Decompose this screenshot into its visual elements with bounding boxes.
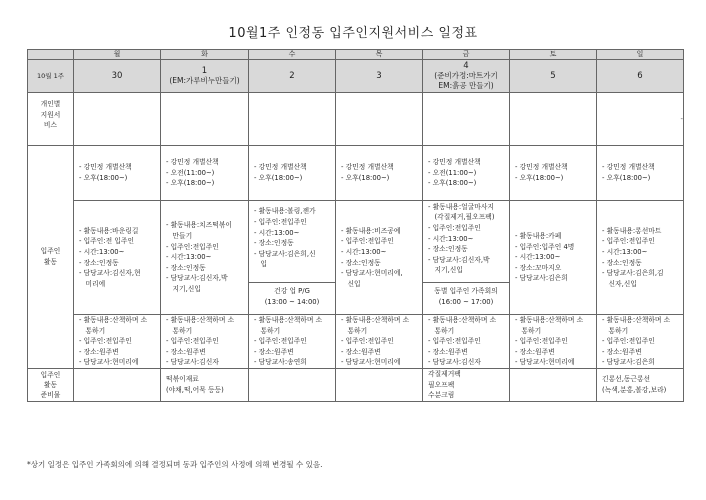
family-meeting-event: [423, 282, 509, 314]
cell-line: - 시간:13:00~: [428, 234, 474, 243]
activity-cell: [161, 201, 249, 315]
day-header: 수: [249, 50, 336, 60]
health-program-event: [249, 282, 335, 314]
cell-line: - 강민정 개별산책: [79, 163, 132, 172]
activity-list: [428, 202, 506, 282]
cell-line: - 오전(11:00~): [428, 168, 477, 177]
row-label-individual: 개인별 지원서 비스: [28, 93, 74, 146]
cell-line: - 장소:원주변: [341, 347, 381, 356]
walk-talk-cell: [423, 315, 510, 369]
cell-line: 지기,신입: [428, 266, 463, 275]
day-header: 월: [74, 50, 161, 60]
cell-line: - 입주인:전입주인: [602, 337, 655, 346]
cell-line: - 시간:13:00~: [341, 247, 387, 256]
cell-line: - 시간:13:00~: [254, 228, 300, 237]
cell-line: (녹색,분홍,볼강,보라): [602, 385, 667, 394]
cell-line: - 오후(18:00~): [79, 174, 128, 182]
date-number: 3: [376, 70, 382, 81]
cell-line: 통하기: [515, 326, 542, 335]
cell-line: - 활동내용:치즈떡볶이: [166, 221, 232, 230]
cell-line: - 입주인:전 입주인: [79, 237, 135, 246]
cell-line: - 시간:13:00~: [166, 253, 212, 262]
cell-line: - 강민정 개별산책: [166, 158, 219, 167]
cell-line: 미리에: [79, 279, 106, 288]
cell-line: 지기,신입: [166, 284, 201, 293]
cell-line: - 활동내용:볼링,젠가: [254, 207, 316, 216]
cell-line: - 장소:원주변: [428, 347, 468, 356]
cell-line: - 장소:원주변: [602, 347, 642, 356]
cell-line: - 활동내용:바운링길: [79, 226, 139, 235]
cell-line: 통하기: [79, 326, 106, 335]
cell-line: - 입주인:전입주인: [254, 337, 307, 346]
cell-line: - 입주인:전입주인: [341, 237, 394, 246]
walk-cell: [74, 146, 161, 201]
row-label-prep: 입주인 활동 준비물: [28, 368, 74, 401]
walk-talk-cell: [74, 315, 161, 369]
cell-line: - 강민정 개별산책: [254, 163, 307, 172]
cell-line: (각질제거,필오프팩): [428, 213, 495, 222]
activity-cell: [249, 201, 336, 315]
cell-line: - 오후(18:00~): [166, 179, 215, 188]
cell-line: - 오후(18:00~): [428, 179, 477, 188]
week-label: 10월 1주: [28, 60, 74, 93]
cell-line: 수분크림: [428, 391, 455, 400]
event-line: 건강 업 P/G: [274, 287, 310, 295]
cell-line: - 장소:인정동: [428, 245, 468, 254]
corner-cell: [28, 50, 74, 60]
cell-line: - 장소:인정동: [341, 258, 381, 267]
cell-line: - 장소:인정동: [602, 258, 642, 267]
cell-line: - 활동내용:산책하며 소: [515, 316, 584, 324]
walk-talk-cell: [597, 315, 684, 369]
cell-line: - 활동내용:산책하며 소: [341, 316, 410, 324]
date-row: [28, 60, 684, 93]
activity-row: [28, 201, 684, 315]
cell-line: - 장소:원주변: [515, 347, 555, 356]
date-number: 30: [111, 70, 123, 81]
date-cell: [597, 60, 684, 93]
cell-line: - 입주인:전입주인: [166, 242, 219, 251]
footnote: *상기 일정은 입주인 가족회의에 의해 결정되며 동과 입주인의 사정에 의해 변경될 수 있음.: [27, 460, 323, 469]
activity-cell: [510, 201, 597, 315]
cell-line: 통하기: [166, 326, 193, 335]
individual-cell: [74, 93, 161, 146]
date-cell: [336, 60, 423, 93]
cell-line: - 담당교사:현미리에: [341, 358, 401, 367]
cell-line: - 활동내용:롱선마트: [602, 226, 662, 235]
row-label-activity: 입주인 활동: [28, 146, 74, 369]
day-header: 목: [336, 50, 423, 60]
cell-line: 만들기: [166, 232, 193, 241]
cell-line: - 입주인:전입주인: [428, 224, 481, 233]
walk-cell: [161, 146, 249, 201]
individual-row: [28, 93, 684, 146]
walk-cell: [423, 146, 510, 201]
cell-line: - 입주인:전입주인: [341, 337, 394, 346]
cell-line: - 담당교사:김신자,현: [79, 269, 141, 278]
cell-line: 신자,신입: [602, 279, 637, 288]
day-header: 일: [597, 50, 684, 60]
prep-cell: [423, 368, 510, 401]
cell-line: - 오후(18:00~): [341, 174, 390, 182]
cell-line: - 오전(11:00~): [166, 168, 215, 177]
cell-line: - 장소:원주변: [79, 347, 119, 356]
walk-cell: [249, 146, 336, 201]
cell-line: - 활동내용:산책하며 소: [166, 316, 235, 324]
individual-cell: [510, 93, 597, 146]
cell-line: - 담당교사:송연희: [254, 358, 307, 367]
cell-line: - 시간:13:00~: [602, 247, 648, 256]
prep-cell: [597, 368, 684, 401]
cell-line: - 입주인:전입주인: [254, 218, 307, 227]
date-number: 2: [289, 70, 295, 81]
day-header: 금: [423, 50, 510, 60]
cell-line: - 담당교사:김은희: [602, 358, 655, 367]
prep-cell: [161, 368, 249, 401]
cell-line: 떡볶이재료: [166, 375, 199, 384]
walk-talk-cell: [510, 315, 597, 369]
date-note: (EM:가루비누만들기): [169, 76, 240, 85]
cell-line: 통하기: [341, 326, 368, 335]
cell-line: - 활동내용:산책하며 소: [79, 316, 148, 324]
cell-line: - 시간:13:00~: [79, 247, 125, 256]
cell-line: - 활동내용:산책하며 소: [428, 316, 497, 324]
date-number: 6: [637, 70, 643, 81]
individual-cell: [423, 93, 510, 146]
cell-line: - 입주인:전입주인: [515, 337, 568, 346]
walk-talk-cell: [249, 315, 336, 369]
prep-cell: [510, 368, 597, 401]
cell-line: - 담당교사:현미리에,: [341, 269, 403, 278]
date-cell: [161, 60, 249, 93]
prep-cell: [336, 368, 423, 401]
day-header: 화: [161, 50, 249, 60]
cell-line: - 장소:인정동: [254, 239, 294, 248]
cell-line: - 강민정 개별산책: [428, 158, 481, 167]
activity-cell: [597, 201, 684, 315]
cell-line: - 장소:인정동: [79, 258, 119, 267]
page-title: 10월1주 인정동 입주인지원서비스 일정표: [228, 26, 478, 41]
cell-line: - 담당교사:현미리에: [515, 358, 575, 367]
prep-row: [28, 368, 684, 401]
date-number: 5: [550, 70, 556, 81]
cell-line: - 활동내용:비즈공예: [341, 226, 401, 235]
individual-cell: [249, 93, 336, 146]
event-line: (16:00 ~ 17:00): [438, 297, 494, 306]
walk-cell: [510, 146, 597, 201]
cell-line: - 담당교사:현미리에: [79, 358, 139, 367]
cell-line: - 장소:원주변: [166, 347, 206, 356]
cell-line: - 장소:인정동: [166, 263, 206, 272]
walk-talk-cell: [161, 315, 249, 369]
cell-line: - 입주인:전입주인: [79, 337, 132, 346]
cell-line: - 강민정 개별산책: [341, 163, 394, 172]
date-note: (준비가정:마트가기 EM:흙공 만들기): [434, 71, 498, 90]
walk-talk-row: [28, 315, 684, 369]
cell-line: 통하기: [254, 326, 281, 335]
cell-line: - 오후(18:00~): [254, 174, 303, 182]
cell-line: 통하기: [602, 326, 629, 335]
cell-line: - 강민정 개별산책: [515, 163, 568, 172]
date-cell: [74, 60, 161, 93]
cell-line: - 오후(18:00~): [602, 174, 651, 182]
event-line: (13:00 ~ 14:00): [264, 297, 320, 306]
schedule-table: [27, 49, 684, 402]
cell-line: - 담당교사:김은희,신: [254, 249, 316, 258]
walk-cell: [597, 146, 684, 201]
cell-line: - 입주인:입주인 4명: [515, 242, 575, 251]
cell-line: - 담당교사:김신자,박: [166, 274, 228, 283]
activity-cell: [74, 201, 161, 315]
cell-line: - 장소:꼬마지오: [515, 263, 562, 272]
cell-line: - 활동내용:산책하며 소: [602, 316, 671, 324]
activity-cell: [336, 201, 423, 315]
individual-cell: [161, 93, 249, 146]
event-line: 동별 입주인 가족회의: [434, 287, 498, 295]
cell-line: 필오프팩: [428, 380, 455, 389]
cell-line: (야채,떡,어묵 등등): [166, 385, 224, 394]
individual-cell: -: [597, 93, 684, 146]
day-header-row: [28, 50, 684, 60]
cell-line: 신입: [341, 279, 361, 288]
cell-line: - 담당교사:김신자: [428, 358, 481, 367]
cell-line: - 활동내용:산책하며 소: [254, 316, 323, 324]
walk-row: [28, 146, 684, 201]
cell-line: - 입주인:전입주인: [602, 237, 655, 246]
individual-cell: [336, 93, 423, 146]
cell-line: - 오후(18:00~): [515, 174, 564, 182]
date-number: 4: [463, 60, 469, 71]
cell-line: - 시간:13:00~: [515, 253, 561, 262]
walk-talk-cell: [336, 315, 423, 369]
cell-line: - 장소:원주변: [254, 347, 294, 356]
walk-cell: [336, 146, 423, 201]
cell-line: - 강민정 개별산책: [602, 163, 655, 172]
day-header: 토: [510, 50, 597, 60]
prep-cell: [249, 368, 336, 401]
cell-line: - 입주인:전입주인: [166, 337, 219, 346]
date-cell: [249, 60, 336, 93]
cell-line: - 담당교사:김은희: [515, 274, 568, 283]
cell-line: - 담당교사:김신자: [166, 358, 219, 367]
activity-list: [254, 206, 332, 282]
date-number: 1: [201, 65, 208, 76]
cell-line: 긴롱선,동근롱선: [602, 375, 651, 384]
activity-cell: [423, 201, 510, 315]
date-cell: [510, 60, 597, 93]
cell-line: 각질제거팩: [428, 370, 461, 379]
cell-line: - 담당교사:김신자,박: [428, 255, 490, 264]
cell-line: - 활동내용:얼굴마사지: [428, 202, 494, 211]
cell-line: 통하기: [428, 326, 455, 335]
prep-cell: [74, 368, 161, 401]
cell-line: - 입주인:전입주인: [428, 337, 481, 346]
cell-line: - 활동내용:카페: [515, 232, 562, 241]
cell-line: - 담당교사:김은희,김: [602, 269, 664, 278]
date-cell: [423, 60, 510, 93]
cell-line: 입: [254, 260, 268, 269]
